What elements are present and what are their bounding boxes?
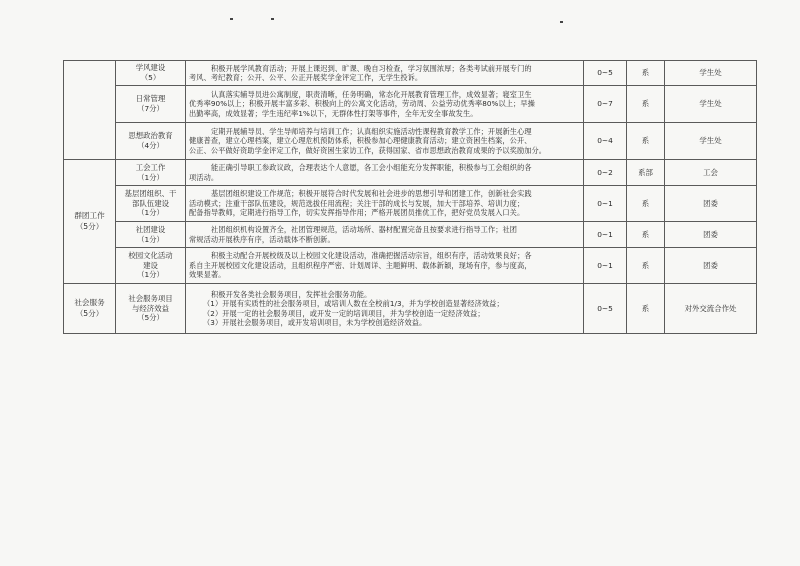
item-cell: 学风建设 （5）	[116, 61, 186, 86]
category-cell	[64, 61, 116, 160]
score-cell: 0~1	[584, 222, 627, 248]
category-cell: 社会服务 （5分）	[64, 284, 116, 334]
item-cell: 社团建设 （1分）	[116, 222, 186, 248]
evaluation-table	[63, 60, 757, 334]
table-row	[64, 284, 757, 334]
score-cell: 0~2	[584, 160, 627, 186]
scope-cell: 系	[627, 248, 665, 284]
content-cell: 社团组织机构设置齐全，社团管理规范，活动场所、器材配置完备且按要求进行指导工作；社团 常规活动开展秩序有序，活动载体不断创新。	[186, 222, 584, 248]
content-cell: 基层团组织建设工作规范；积极开展符合时代发展和社会进步的思想引导和团建工作，创新社会实践 活动模式；注重干部队伍建设，规范选拔任用流程；关注干部的成长与发展，加大干部培养、培训力度； 配备指导教师，定期进行指导工作，切实发挥指导作用；严格开展团员推优工作，把好党员发展入口关。	[186, 186, 584, 222]
scope-cell: 系	[627, 61, 665, 86]
scope-cell: 系	[627, 186, 665, 222]
category-cell: 群团工作 （5分）	[64, 160, 116, 284]
item-cell: 基层团组织、干 部队伍建设 （1分）	[116, 186, 186, 222]
score-cell: 0~1	[584, 186, 627, 222]
item-cell: 校园文化活动 建设 （1分）	[116, 248, 186, 284]
dept-cell: 学生处	[665, 61, 757, 86]
dept-cell: 工会	[665, 160, 757, 186]
content-cell: 认真落实辅导员进公寓制度，职责清晰，任务明确，常态化开展教育管理工作，成效显著；寝室卫生 优秀率90%以上；积极开展丰富多彩、积极向上的公寓文化活动，劳动周、公益劳动优秀率80%以上；早操 出勤率高，成效显著；学生违纪率1%以下，无群体性打架等事件，全年无安全事故发生。	[186, 86, 584, 123]
table-row	[64, 123, 757, 160]
score-cell: 0~4	[584, 123, 627, 160]
table-row	[64, 61, 757, 86]
dept-cell: 团委	[665, 222, 757, 248]
table-row	[64, 222, 757, 248]
table-row	[64, 160, 757, 186]
dept-cell: 团委	[665, 186, 757, 222]
content-cell: 能正确引导职工参政议政，合理表达个人意愿，各工会小组能充分发挥职能，积极参与工会组织的各 项活动。	[186, 160, 584, 186]
item-cell: 日常管理 （7分）	[116, 86, 186, 123]
score-cell: 0~5	[584, 61, 627, 86]
item-cell: 思想政治教育 （4分）	[116, 123, 186, 160]
content-cell: 积极开展学风教育活动；开展上课迟到、旷课、晚自习检查，学习氛围浓厚；各类考试前开展专门的 考风、考纪教育；公开、公平、公正开展奖学金评定工作，无学生投诉。	[186, 61, 584, 86]
content-cell: 定期开展辅导员、学生导师培养与培训工作；认真组织实施活动性课程教育教学工作；开展新生心理 健康普查，建立心理档案，建立心理危机预防体系，积极参加心理健康教育活动；建立资困生档案，公开、 公正、公平做好资助学金评定工作，做好资困生家访工作，获得国家、省市思想政治教育成果的予以奖励加分。	[186, 123, 584, 160]
item-cell: 社会服务项目 与经济效益 （5分）	[116, 284, 186, 334]
dept-cell: 对外交流合作处	[665, 284, 757, 334]
dept-cell: 团委	[665, 248, 757, 284]
content-cell: 积极开发各类社会服务项目，发挥社会服务功能。 （1）开展有实质性的社会服务项目，或培训人数在全校前1/3，并为学校创造显著经济效益； （2）开展一定的社会服务项目，或开发一定的培训项目，并为学校创造一定经济效益； （3）开展社会服务项目，或开发培训项目，未为学校创造经济效益。	[186, 284, 584, 334]
score-cell: 0~7	[584, 86, 627, 123]
dept-cell: 学生处	[665, 86, 757, 123]
table-row	[64, 186, 757, 222]
table-row	[64, 248, 757, 284]
scope-cell: 系	[627, 86, 665, 123]
scan-speck	[230, 18, 233, 20]
content-cell: 积极主动配合开展校级及以上校园文化建设活动，准确把握活动宗旨，组织有序，活动效果良好；各 系自主开展校园文化建设活动，且组织程序严密、计划周详、主题鲜明、载体新颖，现场有序，参与度高， 效果显著。	[186, 248, 584, 284]
table-row	[64, 86, 757, 123]
scan-speck	[271, 18, 274, 20]
scan-speck	[560, 21, 563, 23]
item-cell: 工会工作 （1分）	[116, 160, 186, 186]
scope-cell: 系	[627, 123, 665, 160]
scope-cell: 系	[627, 284, 665, 334]
score-cell: 0~1	[584, 248, 627, 284]
scope-cell: 系	[627, 222, 665, 248]
score-cell: 0~5	[584, 284, 627, 334]
dept-cell: 学生处	[665, 123, 757, 160]
scope-cell: 系部	[627, 160, 665, 186]
